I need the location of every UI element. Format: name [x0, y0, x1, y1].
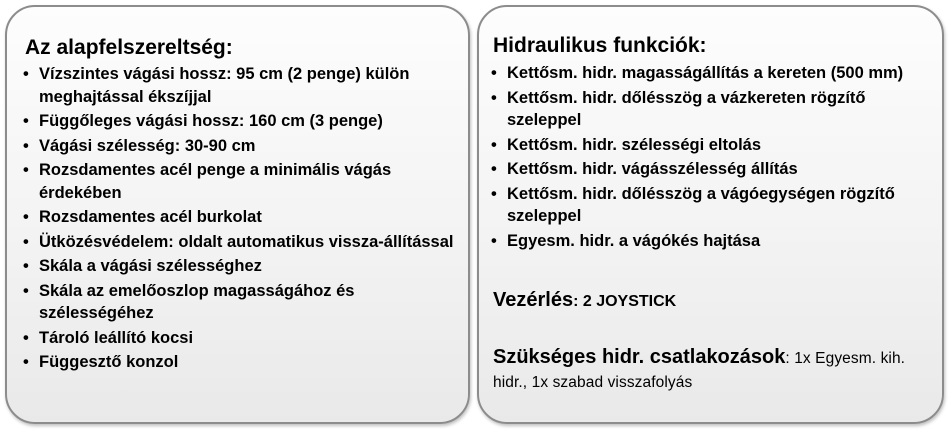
bullet-icon: •	[23, 257, 29, 275]
list-item: • Kettősm. hidr. dőlésszög a vágóegységen rögzítő szeleppel	[491, 184, 895, 225]
hydraulic-functions-list	[491, 62, 936, 254]
list-item: • Kettősm. hidr. szélességi eltolás	[491, 134, 936, 157]
list-item: • Kettősm. hidr. dőlésszög a vázkereten rögzítő szeleppel	[491, 88, 866, 129]
standard-equipment-list	[23, 63, 463, 376]
bullet-icon: •	[23, 353, 29, 371]
bullet-icon: •	[23, 208, 29, 226]
bullet-icon: •	[23, 328, 29, 347]
bullet-icon: •	[23, 136, 29, 155]
bullet-icon: •	[23, 232, 29, 251]
bullet-icon: •	[491, 184, 497, 203]
control-section	[493, 289, 676, 312]
connections-label: Szükséges hidr. csatlakozások	[493, 346, 786, 368]
list-item: • Rozsdamentes acél penge a minimális vágás érdekében	[23, 161, 392, 202]
list-item: • Egyesm. hidr. a vágókés hajtása	[491, 230, 936, 253]
list-item: • Skála a vágási szélességhez	[23, 255, 463, 278]
standard-equipment-title: Az alapfelszereltség:	[25, 36, 233, 59]
list-item: • Vágási szélesség: 30-90 cm	[23, 135, 463, 158]
list-item: • Rozsdamentes acél burkolat	[23, 206, 463, 229]
list-item: • Ütközésvédelem: oldalt automatikus vissza-állítással	[23, 231, 463, 254]
list-item: • Függesztő konzol	[23, 351, 463, 374]
list-item: • Vízszintes vágási hossz: 95 cm (2 penge) külön meghajtással ékszíjjal	[23, 65, 410, 106]
bullet-icon: •	[491, 160, 497, 178]
list-item: • Függőleges vágási hossz: 160 cm (3 penge)	[23, 110, 463, 133]
bullet-icon: •	[23, 281, 29, 300]
bullet-icon: •	[23, 161, 29, 179]
bullet-icon: •	[23, 65, 29, 83]
hydraulic-functions-panel	[477, 5, 944, 424]
connections-section	[493, 345, 933, 395]
bullet-icon: •	[23, 112, 29, 130]
list-item: • Kettősm. hidr. magasságállítás a kereten (500 mm)	[491, 62, 936, 85]
list-item: • Tároló leállító kocsi	[23, 327, 463, 350]
connections-value: : 1x Egyesm. kih. hidr., 1x szabad visszafolyás	[493, 350, 906, 391]
control-value: : 2 JOYSTICK	[573, 293, 677, 310]
bullet-icon: •	[491, 231, 497, 250]
list-item: • Skála az emelőoszlop magasságához és szélességéhez	[23, 281, 355, 322]
bullet-icon: •	[491, 135, 497, 154]
standard-equipment-panel	[5, 5, 470, 424]
control-label: Vezérlés	[493, 289, 574, 311]
bullet-icon: •	[491, 64, 497, 82]
hydraulic-functions-title: Hidraulikus funkciók:	[493, 34, 707, 57]
bullet-icon: •	[491, 88, 497, 107]
list-item: • Kettősm. hidr. vágásszélesség állítás	[491, 158, 936, 181]
